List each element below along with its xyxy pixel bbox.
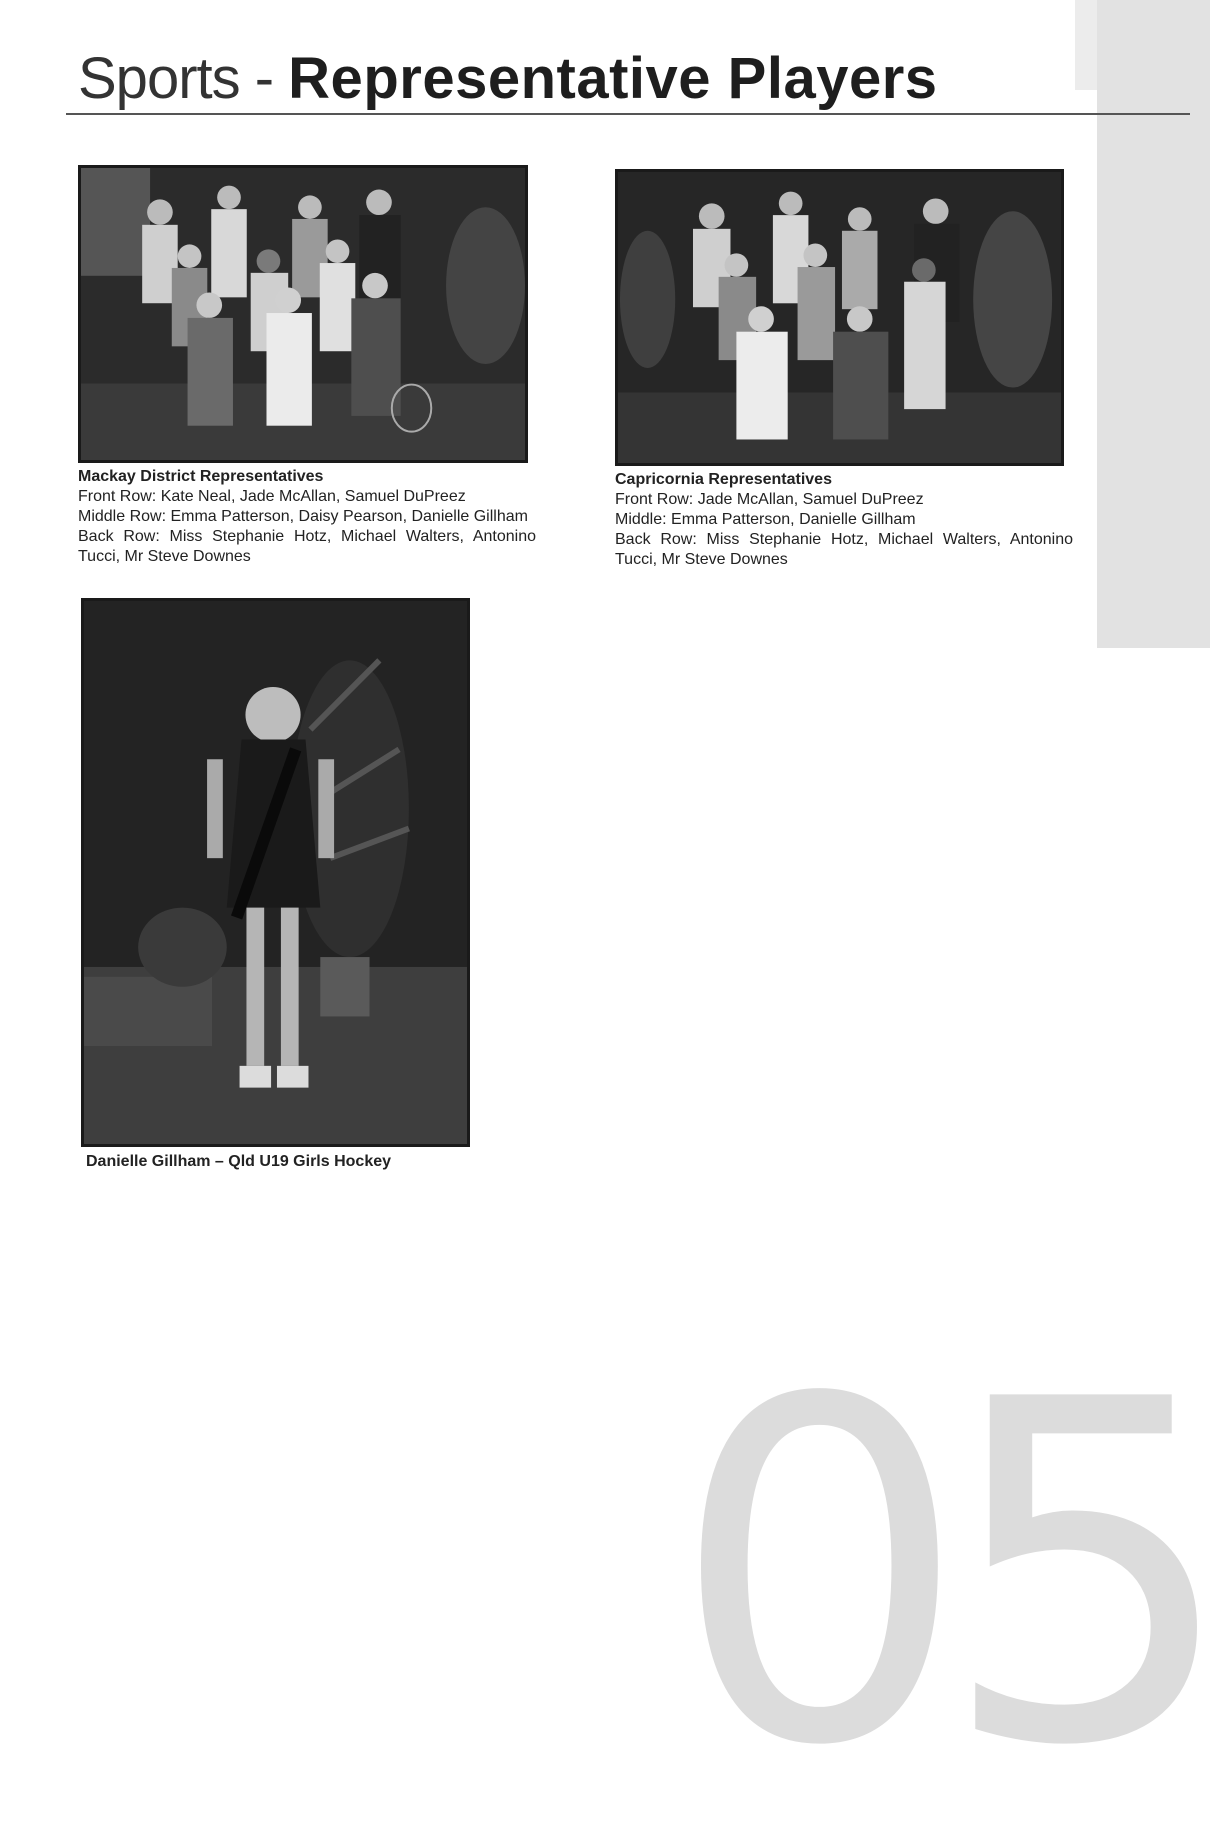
side-accent-edge [1075,0,1097,90]
title-prefix: Sports - [78,46,289,111]
capricornia-caption-front-row: Front Row: Jade McAllan, Samuel DuPreez [615,491,924,508]
hockey-player-photo [81,598,470,1147]
title-main: Representative Players [288,46,938,111]
mackay-group-photo [78,165,528,463]
mackay-caption-middle-row: Middle Row: Emma Patterson, Daisy Pearson, Danielle Gillham [78,508,528,525]
capricornia-group-photo [615,169,1064,466]
capricornia-caption [615,470,1073,570]
mackay-caption-front-row: Front Row: Kate Neal, Jade McAllan, Samuel DuPreez [78,488,466,505]
page-title [78,46,938,111]
side-accent-bar [1097,0,1210,648]
capricornia-caption-title: Capricornia Representatives [615,471,832,488]
hockey-caption [86,1152,506,1172]
page-number: 05 [670,1301,1209,1848]
capricornia-caption-middle-row: Middle: Emma Patterson, Danielle Gillham [615,511,916,528]
mackay-caption-title: Mackay District Representatives [78,468,324,485]
capricornia-caption-back-row: Back Row: Miss Stephanie Hotz, Michael Walters, Antonino Tucci, Mr Steve Downes [615,531,1073,568]
title-underline [66,113,1190,115]
mackay-caption-back-row: Back Row: Miss Stephanie Hotz, Michael Walters, Antonino Tucci, Mr Steve Downes [78,528,536,565]
hockey-caption-title: Danielle Gillham – Qld U19 Girls Hockey [86,1153,392,1170]
mackay-caption [78,467,536,567]
